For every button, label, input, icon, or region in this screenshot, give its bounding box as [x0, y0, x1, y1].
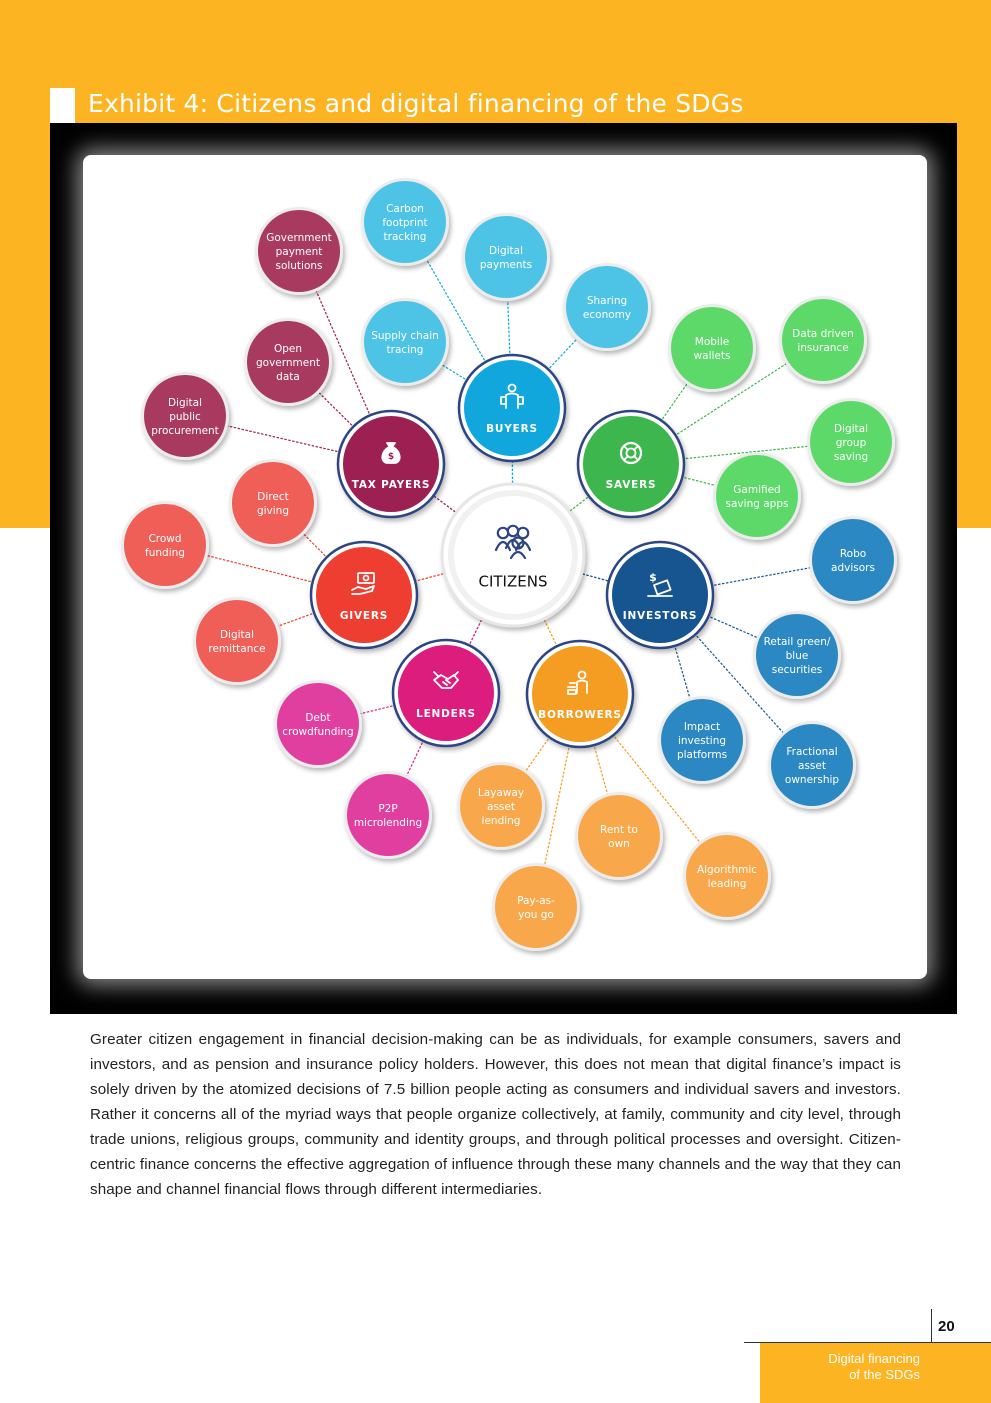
hub-label: INVESTORS	[622, 609, 698, 622]
center-savers-link	[567, 495, 591, 513]
page-number: 20	[938, 1318, 955, 1335]
leaf-label: Mobile wallets	[693, 335, 731, 362]
leaf-node-savers	[807, 398, 895, 486]
leaf-circle	[782, 299, 864, 381]
leaf-circle	[716, 455, 798, 537]
leaf-label: Pay-as-you go	[517, 894, 555, 921]
savers-leaf-link	[660, 383, 687, 422]
citizens-network-diagram	[83, 155, 927, 979]
leaf-label: Robo advisors	[831, 547, 875, 574]
leaf-label: Debt crowdfunding	[282, 711, 354, 738]
leaf-node-savers	[668, 304, 756, 392]
leaf-node-savers	[713, 452, 801, 540]
leaf-label: Layaway asset lending	[477, 786, 525, 827]
leaf-circle	[124, 504, 206, 586]
leaf-label: Government payment solutions	[266, 231, 332, 272]
body-paragraph: Greater citizen engagement in financial decision-making can be as individuals, for example consumers, savers and investors, and as pension and insurance policy holders. However, this does not mean that digital finance’s impact is solely driven by the atomized decisions of 7.5 billion people acting as consumers and individual savers and investors. Rather it concerns all of the myriad ways that people organize collectively, at family, community and city level, through trade unions, religious groups, community and identity groups, and through political processes and oversight. Citizen-centric finance concerns the effective aggregation of influence through these many channels and the way that they can shape and channel financial flows through different intermediaries.	[90, 1031, 901, 1198]
leaf-circle	[671, 307, 753, 389]
hub-circle	[532, 646, 628, 742]
leaf-label: Impact investing platforms	[676, 720, 728, 761]
leaf-circle	[277, 683, 359, 765]
leaf-circle	[347, 774, 429, 856]
hub-circle	[343, 416, 439, 512]
hub-node-givers	[311, 542, 417, 648]
leaf-node-investors	[753, 611, 841, 699]
hub-label: LENDERS	[416, 707, 476, 720]
hub-node-investors	[607, 542, 713, 648]
borrowers-leaf-link	[545, 744, 570, 865]
leaf-node-investors	[809, 516, 897, 604]
leaf-label: Sharing economy	[582, 294, 632, 321]
center-investors-link	[579, 573, 611, 582]
tax_payers-leaf-link	[319, 392, 355, 428]
leaf-label: Digital remittance	[208, 628, 266, 655]
footer-publication-label	[790, 1351, 920, 1383]
investors-leaf-link	[707, 615, 758, 637]
hub-label: TAX PAYERS	[351, 478, 431, 491]
leaf-label: Gamified saving apps	[725, 483, 789, 510]
investors-leaf-link	[674, 644, 690, 699]
leaf-circle	[578, 795, 660, 877]
hub-label: BORROWERS	[538, 708, 622, 721]
leaf-node-investors	[768, 721, 856, 809]
leaf-circle	[812, 519, 894, 601]
center-givers-link	[413, 573, 447, 582]
leaf-node-buyers	[361, 298, 449, 386]
center-lenders-link	[468, 616, 483, 647]
leaf-node-borrowers	[492, 863, 580, 951]
center-node	[442, 484, 584, 626]
top-accent-band	[0, 0, 991, 88]
leaf-label: Digital public procurement	[151, 396, 219, 437]
center-tax_payers-link	[432, 494, 459, 514]
leaf-label: Digital payments	[479, 244, 533, 271]
leaf-circle	[465, 216, 547, 298]
givers-leaf-link	[303, 534, 328, 559]
leaf-circle	[232, 462, 314, 544]
leaf-label: Supply chain tracing	[371, 329, 439, 356]
borrowers-leaf-link	[526, 736, 551, 771]
hub-circle	[316, 547, 412, 643]
center-label: CITIZENS	[478, 572, 548, 591]
leaf-node-tax_payers	[141, 372, 229, 460]
hub-node-buyers	[459, 355, 565, 461]
footer-label-line1: Digital financing	[828, 1351, 920, 1366]
leaf-label: Open government data	[255, 342, 321, 383]
exhibit-title: Exhibit 4: Citizens and digital financing of the SDGs	[88, 89, 744, 118]
leaf-circle	[566, 266, 648, 348]
investors-leaf-link	[710, 568, 811, 586]
leaf-node-tax_payers	[255, 207, 343, 295]
center-citizens-node	[442, 484, 584, 626]
leaf-label: Data driven insurance	[792, 327, 854, 354]
borrowers-leaf-link	[594, 743, 608, 794]
leaf-circle	[686, 835, 768, 917]
leaf-node-buyers	[462, 213, 550, 301]
leaf-node-investors	[658, 696, 746, 784]
leaf-node-buyers	[563, 263, 651, 351]
hub-circle	[464, 360, 560, 456]
leaf-node-lenders	[274, 680, 362, 768]
leaf-label: Retail green/ blue securities	[763, 635, 831, 676]
leaf-node-givers	[193, 597, 281, 685]
givers-leaf-link	[277, 612, 316, 626]
svg-text:$: $	[387, 452, 395, 462]
hub-node-tax_payers	[338, 411, 444, 517]
leaf-node-borrowers	[683, 832, 771, 920]
leaf-label: Carbon footprint tracking	[382, 202, 428, 243]
hub-node-savers	[578, 411, 684, 517]
leaf-label: Rent to own	[600, 823, 638, 850]
hub-label: SAVERS	[605, 478, 657, 491]
leaf-label: Fractional asset ownership	[784, 745, 840, 786]
leaf-label: Digital group saving	[833, 422, 869, 463]
leaf-node-givers	[121, 501, 209, 589]
hub-label: BUYERS	[486, 422, 538, 435]
givers-leaf-link	[207, 555, 315, 582]
leaf-circle	[364, 301, 446, 383]
leaf-circle	[196, 600, 278, 682]
tax_payers-leaf-link	[227, 426, 341, 453]
leaf-circle	[495, 866, 577, 948]
savers-leaf-link	[680, 477, 715, 486]
hub-circle	[612, 547, 708, 643]
buyers-leaf-link	[442, 365, 469, 382]
leaf-node-lenders	[344, 771, 432, 859]
footer-label-line2: of the SDGs	[849, 1367, 920, 1382]
hub-circle	[398, 645, 494, 741]
right-accent-band	[957, 88, 991, 528]
buyers-leaf-link	[547, 338, 578, 371]
leaf-label: Algorithmic leading	[696, 863, 758, 890]
leaf-node-borrowers	[575, 792, 663, 880]
leaf-node-savers	[779, 296, 867, 384]
leaf-node-buyers	[361, 178, 449, 266]
leaf-node-givers	[229, 459, 317, 547]
lenders-leaf-link	[406, 739, 424, 776]
leaf-label: P2P microlending	[353, 802, 423, 829]
leaf-node-borrowers	[457, 762, 545, 850]
hub-node-lenders	[393, 640, 499, 746]
leaf-node-tax_payers	[244, 318, 332, 406]
svg-text:$: $	[649, 571, 657, 584]
leaf-label: Crowd funding	[145, 532, 185, 559]
left-accent-band	[0, 88, 50, 528]
hub-label: GIVERS	[339, 609, 389, 622]
center-borrowers-link	[543, 616, 558, 648]
hub-node-borrowers	[527, 641, 633, 747]
leaf-label: Direct giving	[256, 490, 290, 517]
buyers-leaf-link	[508, 300, 510, 357]
lenders-leaf-link	[360, 705, 397, 714]
